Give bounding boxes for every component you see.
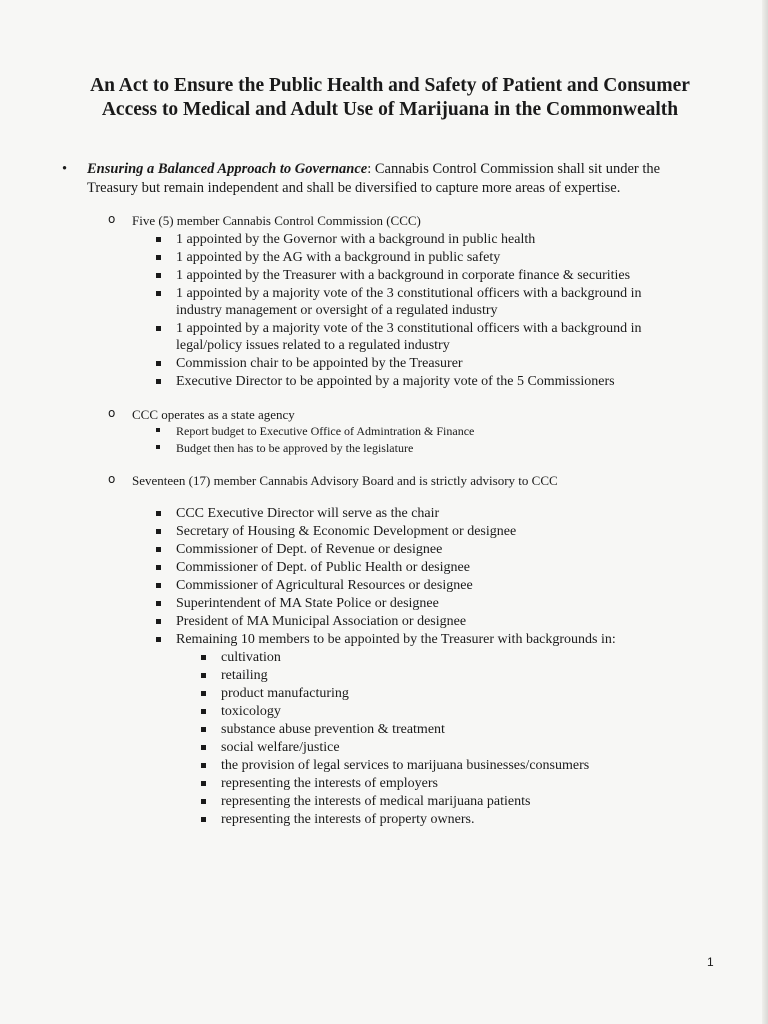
list-item: representing the interests of property owners. [221,811,474,828]
list-item: President of MA Municipal Association or designee [176,613,466,630]
circle-bullet-icon: o [108,472,116,486]
page-number: 1 [707,955,714,969]
agency-heading [108,406,295,423]
square-bullet-icon [156,637,161,642]
list-item: 1 appointed by the AG with a background in public safety [176,249,500,266]
document-title [40,74,740,122]
list-item: Secretary of Housing & Economic Development or designee [176,523,516,540]
list-item: the provision of legal services to marijuana businesses/consumers [221,757,589,774]
square-bullet-icon [156,601,161,606]
list-item: 1 appointed by the Treasurer with a background in corporate finance & securities [176,267,630,284]
square-bullet-icon [156,565,161,570]
square-bullet-icon [201,763,206,768]
square-bullet-icon [201,781,206,786]
list-item: Superintendent of MA State Police or designee [176,595,439,612]
square-bullet-icon [156,529,161,534]
list-item: Commission chair to be appointed by the Treasurer [176,355,463,372]
section-heading: Ensuring a Balanced Approach to Governance [87,161,368,177]
square-bullet-icon [156,361,161,366]
square-bullet-icon [201,655,206,660]
agency-heading-text: CCC operates as a state agency [132,407,295,422]
list-item: product manufacturing [221,685,349,702]
square-bullet-icon [201,817,206,822]
title-line-2: Access to Medical and Adult Use of Marijuana in the Commonwealth [101,99,679,120]
square-bullet-icon [156,583,161,588]
list-item: Remaining 10 members to be appointed by the Treasurer with backgrounds in: [176,631,616,648]
title-line-1: An Act to Ensure the Public Health and Safety of Patient and Consumer [90,75,690,96]
square-bullet-icon [156,237,161,242]
list-item: Budget then has to be approved by the legislature [176,440,413,457]
square-bullet-icon [156,445,160,449]
list-item: substance abuse prevention & treatment [221,721,445,738]
bullet-dot-icon: • [62,161,68,177]
list-item: Commissioner of Dept. of Public Health or designee [176,559,470,576]
square-bullet-icon [156,326,161,331]
list-item: Commissioner of Agricultural Resources or designee [176,577,473,594]
list-item: Commissioner of Dept. of Revenue or designee [176,541,442,558]
square-bullet-icon [201,709,206,714]
square-bullet-icon [201,673,206,678]
list-item: CCC Executive Director will serve as the chair [176,505,439,522]
section-governance-text [87,160,702,198]
square-bullet-icon [201,691,206,696]
section-governance [62,160,702,198]
board-heading-text: Seventeen (17) member Cannabis Advisory Board and is strictly advisory to CCC [132,473,558,488]
list-item: representing the interests of employers [221,775,438,792]
square-bullet-icon [201,799,206,804]
section-text-line-2: Treasury but remain independent and shall be diversified to capture more areas of expertise. [87,180,621,196]
ccc-heading-text: Five (5) member Cannabis Control Commission (CCC) [132,213,421,228]
list-item: representing the interests of medical marijuana patients [221,793,530,810]
list-item: Report budget to Executive Office of Admintration & Finance [176,423,474,440]
square-bullet-icon [156,547,161,552]
square-bullet-icon [201,727,206,732]
list-item-continuation: legal/policy issues related to a regulated industry [176,338,450,353]
list-item: cultivation [221,649,281,666]
page-edge-shadow [762,0,768,1024]
square-bullet-icon [156,273,161,278]
square-bullet-icon [201,745,206,750]
circle-bullet-icon: o [108,212,116,226]
list-item: toxicology [221,703,281,720]
list-item: 1 appointed by a majority vote of the 3 constitutional officers with a background in [176,285,642,302]
list-item-continuation: industry management or oversight of a regulated industry [176,303,498,318]
list-item: Executive Director to be appointed by a majority vote of the 5 Commissioners [176,373,615,390]
board-heading [108,472,558,489]
list-item: retailing [221,667,268,684]
square-bullet-icon [156,255,161,260]
square-bullet-icon [156,379,161,384]
square-bullet-icon [156,511,161,516]
square-bullet-icon [156,428,160,432]
square-bullet-icon [156,619,161,624]
list-item: social welfare/justice [221,739,340,756]
square-bullet-icon [156,291,161,296]
section-text-line-1: : Cannabis Control Commission shall sit under the [367,161,661,177]
circle-bullet-icon: o [108,406,116,420]
list-item: 1 appointed by a majority vote of the 3 constitutional officers with a background in [176,320,642,337]
list-item: 1 appointed by the Governor with a background in public health [176,231,535,248]
ccc-heading [108,212,421,229]
